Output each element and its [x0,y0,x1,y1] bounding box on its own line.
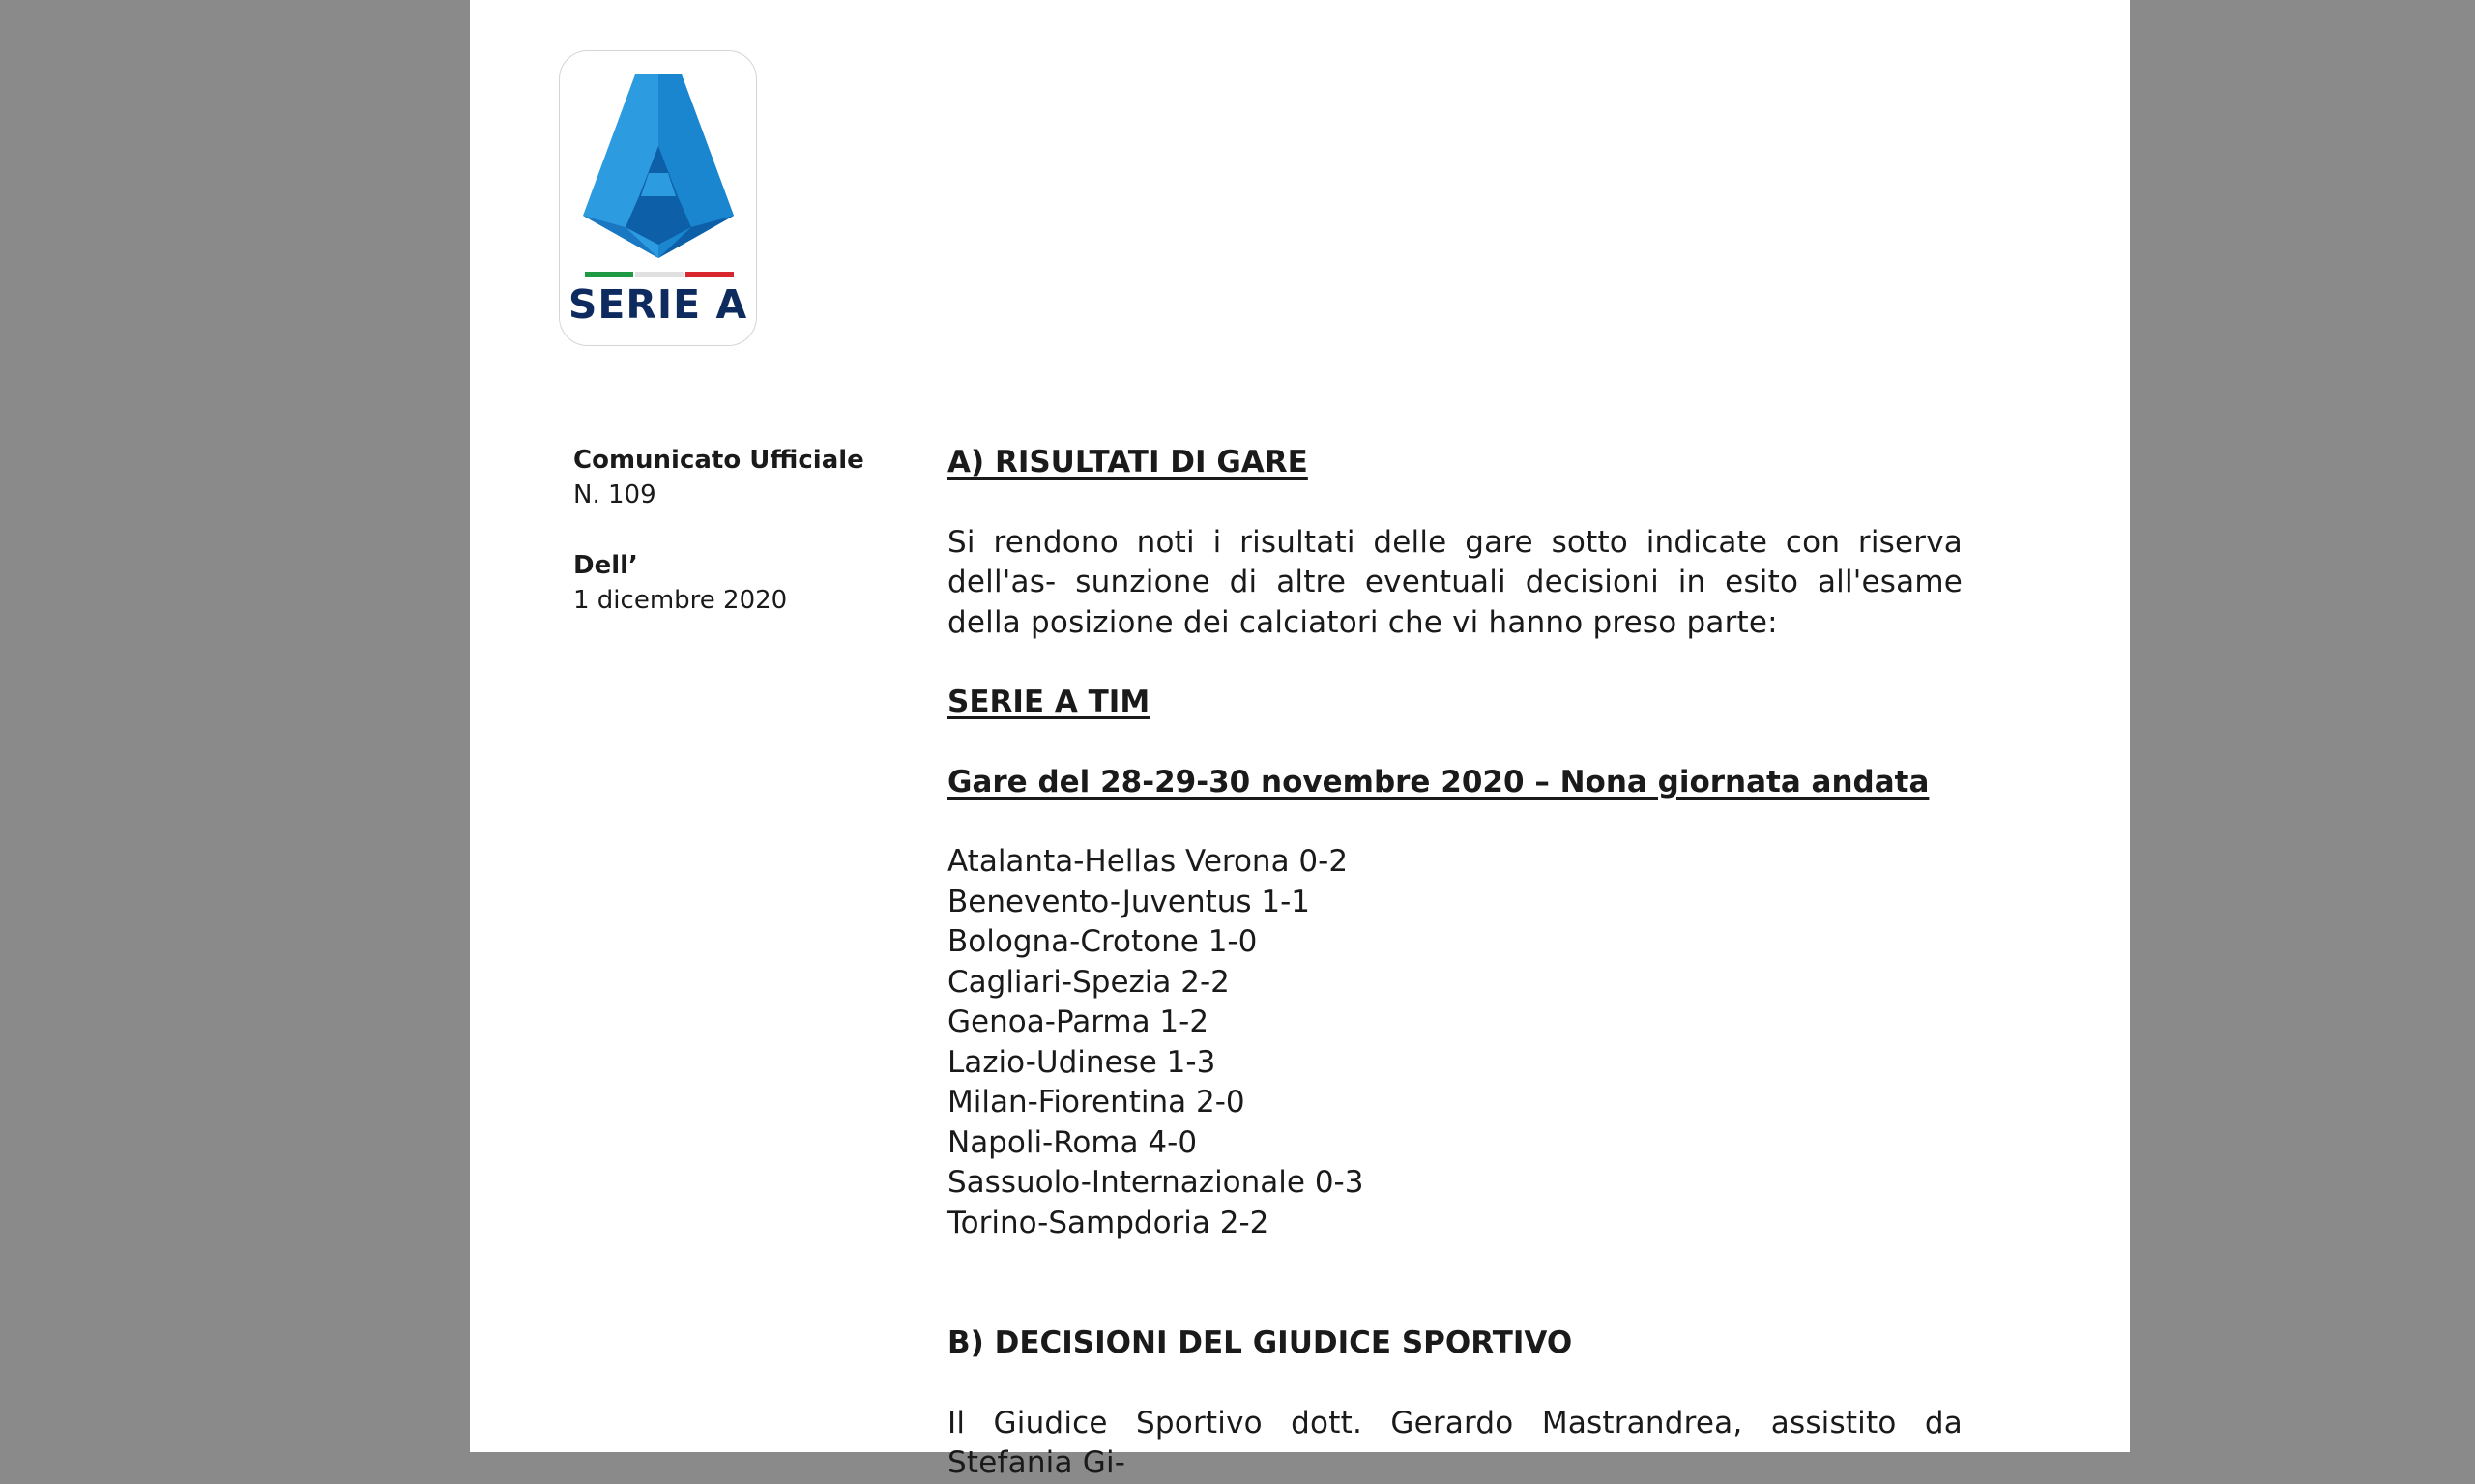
round-heading: Gare del 28-29-30 novembre 2020 – Nona giornata andata [947,764,1930,800]
logo-wordmark: SERIE A [568,281,748,328]
list-item: Genoa-Parma 1-2 [947,1004,1209,1039]
list-item: Sassuolo-Internazionale 0-3 [947,1165,1364,1200]
list-item: Cagliari-Spezia 2-2 [947,964,1230,1000]
document-meta [573,443,883,618]
document-body [947,443,1963,1484]
document-page [470,0,2130,1480]
league-heading: SERIE A TIM [947,684,1150,719]
comunicato-label: Comunicato Ufficiale [573,446,864,475]
section-b-intro: Il Giudice Sportivo dott. Gerardo Mastrandrea, assistito da Stefania Gi- [947,1405,1963,1480]
results-list [947,842,1963,1243]
section-a-intro: Si rendono noti i risultati delle gare sotto indicate con riserva dell'as- sunzione di altre eventuali decisioni in esito all'esame della posizione dei calciatori che vi hanno preso parte: [947,524,1963,640]
section-a-heading: A) RISULTATI DI GARE [947,445,1308,480]
list-item: Atalanta-Hellas Verona 0-2 [947,844,1349,879]
list-item: Lazio-Udinese 1-3 [947,1044,1216,1080]
section-b-heading: B) DECISIONI DEL GIUDICE SPORTIVO [947,1325,1573,1360]
list-item: Napoli-Roma 4-0 [947,1124,1198,1160]
serie-a-logo [559,50,757,346]
date-label: Dell’ [573,551,638,580]
list-item: Milan-Fiorentina 2-0 [947,1085,1245,1120]
list-item: Benevento-Juventus 1-1 [947,884,1311,919]
comunicato-number: N. 109 [573,480,656,509]
list-item: Bologna-Crotone 1-0 [947,924,1258,959]
list-item: Torino-Sampdoria 2-2 [947,1205,1269,1240]
comunicato-date: 1 dicembre 2020 [573,586,788,615]
